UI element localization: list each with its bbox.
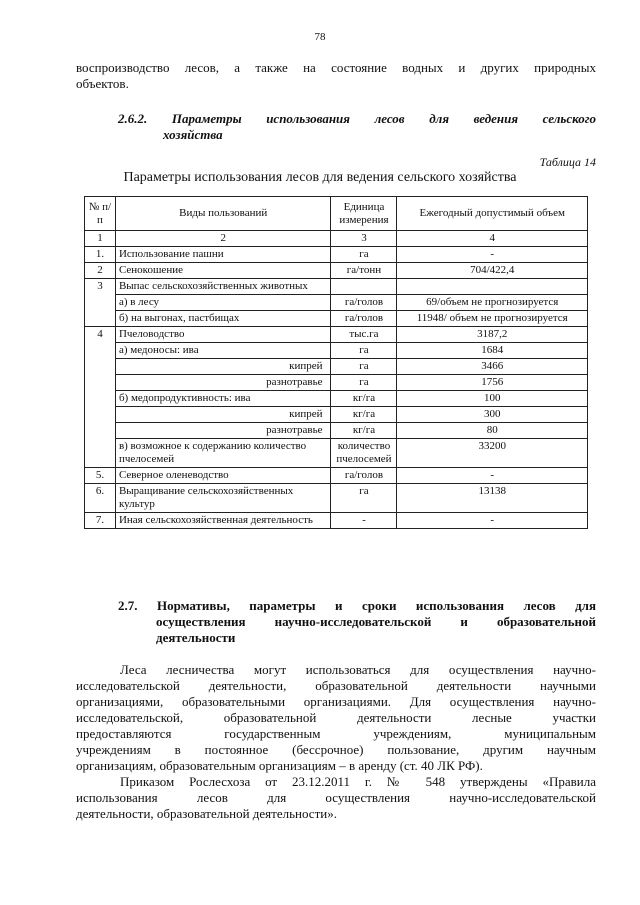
cell-unit: га/голов bbox=[331, 295, 397, 311]
cell-kind: Пчеловодство bbox=[115, 327, 331, 343]
col-number: 2 bbox=[115, 231, 331, 247]
heading-line: деятельности bbox=[156, 630, 236, 645]
cell-unit: га bbox=[331, 484, 397, 513]
cell-volume: 3466 bbox=[397, 359, 588, 375]
cell-kind: кипрей bbox=[115, 407, 331, 423]
text-line: учреждениям в постоянное (бессрочное) пользование, другим научным bbox=[76, 742, 596, 757]
cell-kind: Сенокошение bbox=[115, 263, 331, 279]
intro-paragraph bbox=[76, 60, 596, 92]
cell-kind: Выращивание сельскохозяйственных культур bbox=[115, 484, 331, 513]
cell-unit: га/голов bbox=[331, 311, 397, 327]
cell-kind: а) медоносы: ива bbox=[115, 343, 331, 359]
cell-kind: а) в лесу bbox=[115, 295, 331, 311]
table-row bbox=[85, 359, 588, 375]
cell-volume: 33200 bbox=[397, 439, 588, 468]
table-row bbox=[85, 423, 588, 439]
cell-kind: Выпас сельскохозяйственных животных bbox=[115, 279, 331, 295]
cell-kind: разнотравье bbox=[115, 375, 331, 391]
cell-volume: 3187,2 bbox=[397, 327, 588, 343]
text-line: объектов. bbox=[76, 76, 129, 91]
cell-unit: количество пчелосемей bbox=[331, 439, 397, 468]
cell-volume: 1756 bbox=[397, 375, 588, 391]
text-line: Леса лесничества могут использоваться для осуществления научно- bbox=[120, 662, 596, 677]
cell-volume: 704/422,4 bbox=[397, 263, 588, 279]
cell-kind: кипрей bbox=[115, 359, 331, 375]
table-label: Таблица 14 bbox=[539, 155, 596, 169]
text-line: деятельности, образовательной деятельности». bbox=[76, 806, 337, 821]
cell-volume: 80 bbox=[397, 423, 588, 439]
table-row bbox=[85, 439, 588, 468]
cell-volume: - bbox=[397, 513, 588, 529]
table-row bbox=[85, 263, 588, 279]
table-row bbox=[85, 279, 588, 295]
table-row bbox=[85, 247, 588, 263]
cell-unit: га bbox=[331, 375, 397, 391]
body-text bbox=[76, 662, 596, 822]
text-line: Приказом Рослесхоза от 23.12.2011 г. № 548 утверждены «Правила bbox=[120, 774, 596, 789]
cell-num: 7. bbox=[85, 513, 116, 529]
header-num: № п/п bbox=[85, 197, 116, 231]
parameters-table bbox=[84, 196, 588, 529]
cell-volume: 69/объем не прогнозируется bbox=[397, 295, 588, 311]
cell-volume bbox=[397, 279, 588, 295]
paragraph bbox=[76, 662, 596, 774]
cell-volume: - bbox=[397, 468, 588, 484]
table-row bbox=[85, 327, 588, 343]
cell-unit bbox=[331, 279, 397, 295]
cell-num: 5. bbox=[85, 468, 116, 484]
cell-kind: Северное оленеводство bbox=[115, 468, 331, 484]
cell-volume: - bbox=[397, 247, 588, 263]
text-line: исследовательской, образовательной деятельности лесные участки bbox=[76, 710, 596, 725]
cell-unit: тыс.га bbox=[331, 327, 397, 343]
cell-unit: кг/га bbox=[331, 423, 397, 439]
col-number: 4 bbox=[397, 231, 588, 247]
table-row bbox=[85, 513, 588, 529]
cell-kind: разнотравье bbox=[115, 423, 331, 439]
cell-kind: в) возможное к содержанию количество пчелосемей bbox=[115, 439, 331, 468]
table-row bbox=[85, 343, 588, 359]
heading-line: 2.6.2. Параметры использования лесов для ведения сельского bbox=[118, 111, 596, 126]
cell-unit: кг/га bbox=[331, 407, 397, 423]
section-heading-2-7 bbox=[118, 598, 596, 646]
cell-volume: 300 bbox=[397, 407, 588, 423]
text-line: организациям, образовательным организациям – в аренду (ст. 40 ЛК РФ). bbox=[76, 758, 483, 773]
cell-num: 6. bbox=[85, 484, 116, 513]
cell-volume: 13138 bbox=[397, 484, 588, 513]
cell-kind: б) медопродуктивность: ива bbox=[115, 391, 331, 407]
page-number: 78 bbox=[314, 31, 326, 43]
cell-unit: - bbox=[331, 513, 397, 529]
column-number-row bbox=[85, 231, 588, 247]
text-line: воспроизводство лесов, а также на состояние водных и других природных bbox=[76, 60, 596, 75]
table-title: Параметры использования лесов для ведения сельского хозяйства bbox=[123, 170, 517, 185]
cell-kind: Иная сельскохозяйственная деятельность bbox=[115, 513, 331, 529]
table-row bbox=[85, 391, 588, 407]
cell-unit: га/тонн bbox=[331, 263, 397, 279]
cell-kind: Использование пашни bbox=[115, 247, 331, 263]
header-volume: Ежегодный допустимый объем bbox=[397, 197, 588, 231]
table-row bbox=[85, 468, 588, 484]
table-row bbox=[85, 295, 588, 311]
header-kind: Виды пользований bbox=[115, 197, 331, 231]
header-unit: Единица измерения bbox=[331, 197, 397, 231]
col-number: 1 bbox=[85, 231, 116, 247]
cell-volume: 100 bbox=[397, 391, 588, 407]
text-line: исследовательской деятельности, образовательной деятельности научными bbox=[76, 678, 596, 693]
paragraph bbox=[76, 774, 596, 822]
cell-num: 1. bbox=[85, 247, 116, 263]
cell-kind: б) на выгонах, пастбищах bbox=[115, 311, 331, 327]
text-line: использования лесов для осуществления научно-исследовательской bbox=[76, 790, 596, 805]
cell-unit: кг/га bbox=[331, 391, 397, 407]
heading-line: 2.7. Нормативы, параметры и сроки использования лесов для bbox=[118, 598, 596, 613]
cell-unit: га bbox=[331, 247, 397, 263]
table-row bbox=[85, 311, 588, 327]
heading-line: хозяйства bbox=[163, 127, 223, 142]
table-row bbox=[85, 407, 588, 423]
cell-num: 4 bbox=[85, 327, 116, 468]
section-heading-2-6-2 bbox=[118, 111, 596, 143]
text-line: предоставляются государственным учреждениям, муниципальным bbox=[76, 726, 596, 741]
cell-unit: га bbox=[331, 359, 397, 375]
table-header-row bbox=[85, 197, 588, 231]
heading-line: осуществления научно-исследовательской и образовательной bbox=[156, 614, 596, 629]
cell-num: 3 bbox=[85, 279, 116, 327]
text-line: организациями, образовательными организациями. Для осуществления научно- bbox=[76, 694, 596, 709]
cell-volume: 11948/ объем не прогнозируется bbox=[397, 311, 588, 327]
cell-num: 2 bbox=[85, 263, 116, 279]
cell-unit: га bbox=[331, 343, 397, 359]
table-row bbox=[85, 484, 588, 513]
cell-volume: 1684 bbox=[397, 343, 588, 359]
cell-unit: га/голов bbox=[331, 468, 397, 484]
col-number: 3 bbox=[331, 231, 397, 247]
table-row bbox=[85, 375, 588, 391]
